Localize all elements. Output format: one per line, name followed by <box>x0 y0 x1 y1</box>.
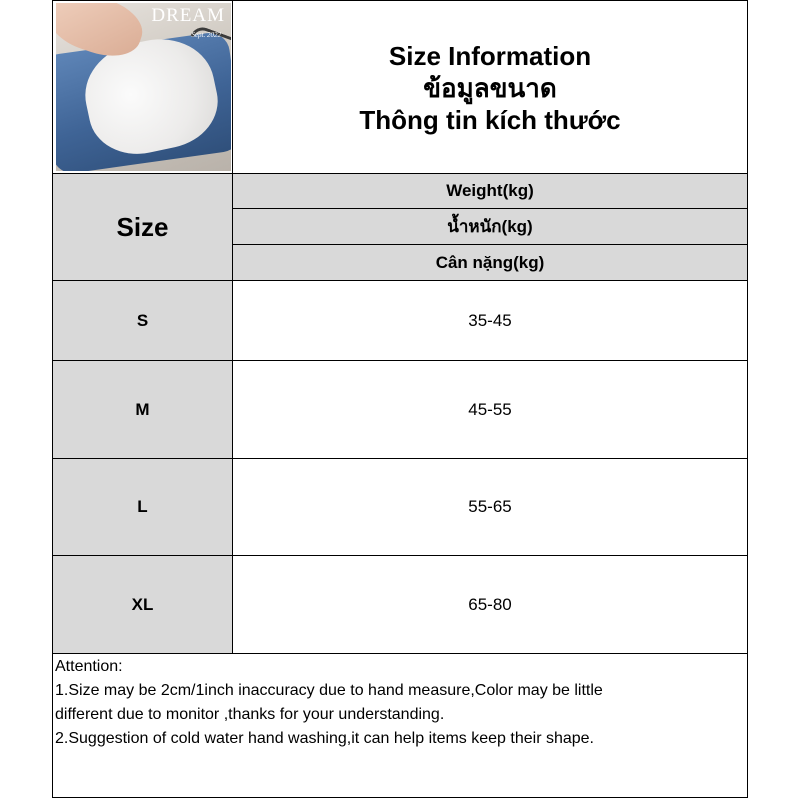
weight-header-vi: Cân nặng(kg) <box>233 245 747 280</box>
title-thai: ข้อมูลขนาด <box>423 72 557 103</box>
attention-line: different due to monitor ,thanks for your understanding. <box>55 706 445 723</box>
attention-line: 2.Suggestion of cold water hand washing,it can help items keep their shape. <box>55 730 594 747</box>
size-cell-l: L <box>53 459 232 555</box>
row-divider <box>52 173 748 174</box>
title-english: Size Information <box>388 40 592 71</box>
title-vietnamese: Thông tin kích thước <box>359 104 621 135</box>
brand-logo-text: DREAM <box>151 5 225 26</box>
weight-cell-xl: 65-80 <box>233 556 747 653</box>
size-column-header: Size <box>53 174 232 280</box>
weight-header-en: Weight(kg) <box>233 174 747 208</box>
weight-cell-m: 45-55 <box>233 361 747 458</box>
product-photo <box>56 3 231 171</box>
size-cell-s: S <box>53 281 232 360</box>
brand-subtext: Sept. 2022 <box>191 31 221 39</box>
attention-line: 1.Size may be 2cm/1inch inaccuracy due to hand measure,Color may be little <box>55 682 603 699</box>
size-cell-m: M <box>53 361 232 458</box>
row-divider <box>52 280 748 281</box>
weight-header-th: น้ำหนัก(kg) <box>233 209 747 244</box>
title-block <box>233 2 747 173</box>
row-divider <box>232 244 748 245</box>
row-divider <box>52 360 748 361</box>
size-cell-xl: XL <box>53 556 232 653</box>
attention-notes <box>55 655 745 751</box>
weight-cell-l: 55-65 <box>233 459 747 555</box>
row-divider <box>52 458 748 459</box>
row-divider <box>52 555 748 556</box>
row-divider <box>232 208 748 209</box>
weight-cell-s: 35-45 <box>233 281 747 360</box>
attention-heading: Attention: <box>55 658 123 675</box>
row-divider <box>52 653 748 654</box>
